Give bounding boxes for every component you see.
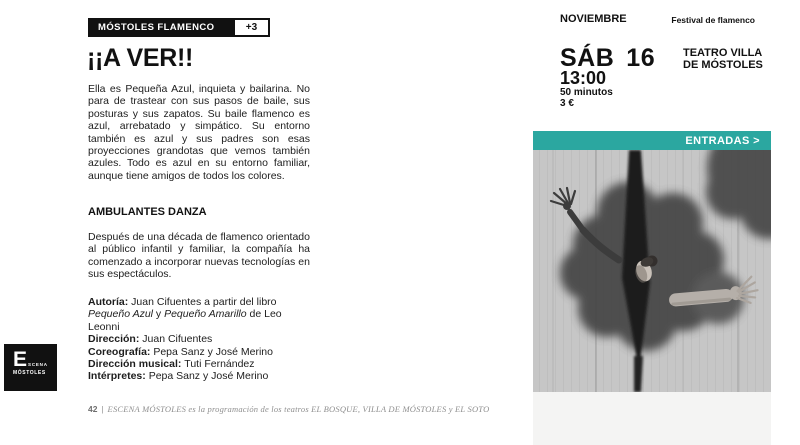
credit-segment: Dirección musical: xyxy=(88,358,185,371)
credit-segment: y xyxy=(153,308,165,321)
credit-segment: de Leo Leonni xyxy=(88,308,282,333)
credit-segment: Pepa Sanz y José Merino xyxy=(148,370,269,383)
company-description: Después de una década de flamenco orientado al público infantil y familiar, la compañía ha comenzado a incorporar nuevas tecnologías en sus espectáculos. xyxy=(88,231,310,281)
credit-segment: Juan Cifuentes a partir del libro xyxy=(131,296,277,308)
tickets-button-label: ENTRADAS > xyxy=(685,134,760,147)
show-title: ¡¡A VER!! xyxy=(87,44,194,72)
credit-segment: Tuti Fernández xyxy=(184,358,255,371)
age-rating-badge: +3 xyxy=(233,18,270,37)
logo-letter: E xyxy=(13,348,28,371)
credit-segment: Juan Cifuentes xyxy=(142,333,213,346)
show-description: Ella es Pequeña Azul, inquieta y bailarina. No para de trastear con sus pasos de baile, sus posturas y sus zapatos. Su baile flamenco es azul, arrebatado y simpático. Su entorno también es azul y sus padres son esas proyecciones grandotas que vemos también azules. Todo es azul en su entorno familiar, aunque tiene amigos de todos los colores. xyxy=(88,83,310,182)
event-day-number: 16 xyxy=(626,44,656,72)
event-venue xyxy=(683,48,763,71)
event-duration: 50 minutos xyxy=(560,87,613,98)
company-name: AMBULANTES DANZA xyxy=(88,206,207,218)
credit-line xyxy=(88,346,316,358)
credit-line xyxy=(88,370,316,382)
logo-city: MÓSTOLES xyxy=(13,370,46,376)
event-day-label: SÁB xyxy=(560,44,615,72)
event-price: 3 € xyxy=(560,98,574,109)
footer-separator: | xyxy=(101,405,104,414)
credit-line xyxy=(88,296,316,333)
event-month: NOVIEMBRE xyxy=(560,13,627,25)
logo-word: SCENA xyxy=(28,362,48,367)
footer-text: ESCENA MÓSTOLES es la programación de los teatros EL BOSQUE, VILLA DE MÓSTOLES y EL SOTO xyxy=(107,404,490,414)
venue-line-2: DE MÓSTOLES xyxy=(683,58,763,71)
credit-segment: Coreografía: xyxy=(88,345,154,358)
page-footer xyxy=(88,404,489,414)
event-panel xyxy=(533,0,771,445)
panel-bottom-spacer xyxy=(533,392,771,445)
credit-line xyxy=(88,358,316,370)
credit-segment: Intérpretes: xyxy=(88,370,149,383)
credit-segment: Pepa Sanz y José Merino xyxy=(153,345,273,358)
page-number: 42 xyxy=(88,404,98,414)
event-time: 13:00 xyxy=(560,68,607,88)
credit-line xyxy=(88,333,316,345)
category-tag-label: MÓSTOLES FLAMENCO xyxy=(88,18,233,37)
credit-segment: Dirección: xyxy=(88,333,143,346)
festival-label: Festival de flamenco xyxy=(671,15,755,25)
category-tag xyxy=(88,18,270,37)
credits-list xyxy=(88,296,316,383)
event-photo xyxy=(533,150,771,392)
credit-segment: Pequeño Azul xyxy=(88,308,153,321)
tickets-button[interactable] xyxy=(533,131,771,150)
credit-segment: Pequeño Amarillo xyxy=(164,308,247,321)
credit-segment: Autoría: xyxy=(88,296,132,308)
venue-line-1: TEATRO VILLA xyxy=(683,47,763,59)
escena-mostoles-logo xyxy=(4,344,57,391)
